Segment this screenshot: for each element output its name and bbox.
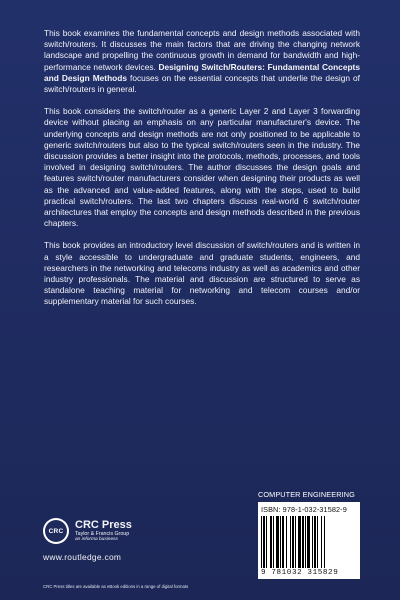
book-title-bold: Designing Switch/Routers: Fundamental Concepts and Design Methods	[44, 61, 360, 83]
category-label: COMPUTER ENGINEERING	[258, 490, 355, 499]
description-text	[44, 28, 360, 319]
publisher-block	[43, 518, 243, 562]
barcode-digits: 9 781032 315829	[261, 569, 339, 577]
isbn-text: ISBN: 978-1-032-31582-9	[261, 505, 347, 514]
crc-logo-text: CRC	[45, 520, 67, 542]
paragraph-1	[44, 28, 360, 95]
publisher-group: Taylor & Francis Group	[75, 530, 130, 537]
isbn-label	[258, 502, 360, 579]
paragraph-3: This book provides an introductory level discussion of switch/routers and is written in a style accessible to undergraduate and graduate students, engineers, and researchers in the networking and telecoms industry as well as academics and other industry professionals. The material and discussion are structured to serve as standalone teaching material for networking and telecom courses and/or supplementary material for such courses.	[44, 240, 360, 307]
paragraph-1-text: This book examines the fundamental concepts and design methods associated with switch/routers. It discusses the main factors that are driving the changing network landscape and propelling the continuous growth in demand for bandwidth and high-performance network devices.	[44, 28, 360, 72]
barcode-block	[258, 490, 360, 579]
barcode-icon	[261, 516, 357, 568]
paragraph-1-tail: focuses on the essential concepts that underlie the design of switch/routers in general.	[44, 72, 360, 95]
publisher-name: CRC Press	[75, 518, 132, 531]
paragraph-2: This book considers the switch/router as a generic Layer 2 and Layer 3 forwarding device without placing an emphasis on any particular manufacturer's device. The underlying concepts and design methods are not only positioned to be applicable to generic switch/routers but also to the typical switch/routers seen in the industry. The discussion provides a better insight into the protocols, methods, processes, and tools involved in designing switch/routers. The author discusses the design goals and features switch/router manufacturers consider when designing their products as well as the advanced and value-added features, along with the steps, used to build practical switch/routers. The last two chapters discuss real-world 6 switch/router architectures that employ the concepts and design methods described in the previous chapters.	[44, 106, 360, 229]
crc-press-logo	[43, 518, 69, 544]
ebook-note: CRC Press titles are available as eBook editions in a range of digital formats	[43, 584, 189, 589]
publisher-business: an informa business	[75, 537, 118, 543]
publisher-url[interactable]: www.routledge.com	[43, 552, 122, 562]
